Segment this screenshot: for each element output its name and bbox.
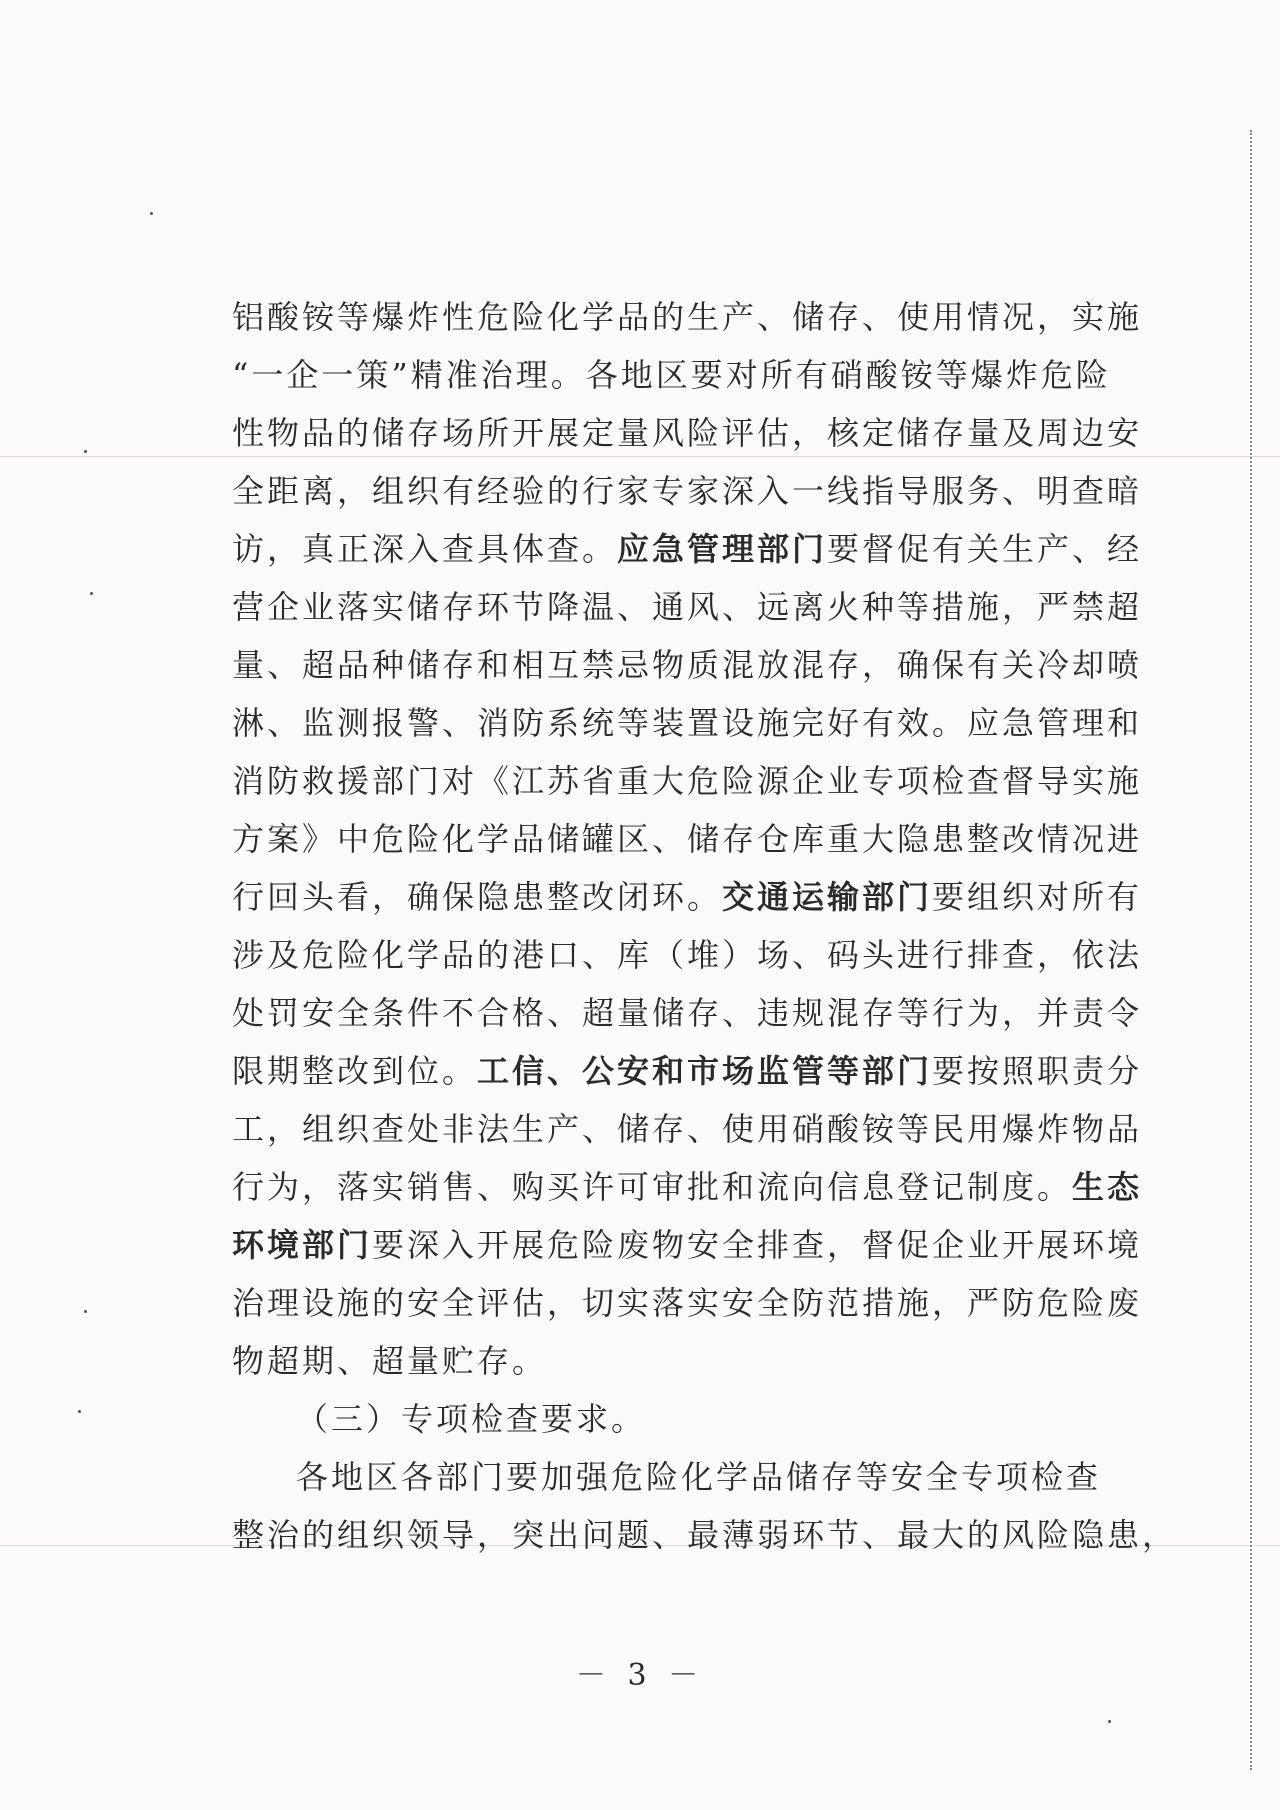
section-heading (232, 1390, 1064, 1448)
text-line (232, 1158, 1143, 1216)
text-run: 要按照职责分 (932, 1052, 1143, 1090)
text-line: 各地区各部门要加强危险化学品储存等安全专项检查 (296, 1458, 1102, 1496)
text-line (232, 520, 1143, 578)
text-line: 治理设施的安全评估，切实落实安全防范措施，严防危险废 (232, 1284, 1143, 1322)
scan-speck (1108, 1720, 1111, 1723)
text-line: 铝酸铵等爆炸性危险化学品的生产、储存、使用情况，实施 (232, 298, 1143, 336)
bold-department: 应急管理部门 (617, 530, 828, 568)
text-line: 物超期、超量贮存。 (232, 1342, 548, 1380)
text-line: 全距离，组织有经验的行家专家深入一线指导服务、明查暗 (232, 472, 1143, 510)
text-line: 营企业落实储存环节降温、通风、远离火种等措施，严禁超 (232, 588, 1143, 626)
text-line: 处罚安全条件不合格、超量储存、违规混存等行为，并责令 (232, 994, 1143, 1032)
paragraph (232, 288, 1143, 1390)
scan-speck (84, 1310, 87, 1313)
scan-speck (150, 212, 153, 215)
text-line: 涉及危险化学品的港口、库（堆）场、码头进行排查，依法 (232, 936, 1143, 974)
scan-speck (90, 592, 93, 595)
text-run: 要深入开展危险废物安全排查，督促企业开展环境 (372, 1226, 1143, 1264)
text-run: 要督促有关生产、经 (827, 530, 1143, 568)
bold-department: 生态 (1072, 1168, 1143, 1206)
text-line (232, 1216, 1143, 1274)
scan-speck (78, 1410, 81, 1413)
text-line: 淋、监测报警、消防系统等装置设施完好有效。应急管理和 (232, 704, 1143, 742)
text-line (232, 1042, 1143, 1100)
bold-department: 工信、公安和市场监管等部门 (477, 1052, 933, 1090)
bold-department: 交通运输部门 (722, 878, 933, 916)
text-line: 工，组织查处非法生产、储存、使用硝酸铵等民用爆炸物品 (232, 1110, 1143, 1148)
text-line: “一企一策”精准治理。各地区要对所有硝酸铵等爆炸危险 (232, 356, 1111, 394)
text-run: 限期整改到位。 (232, 1052, 478, 1090)
text-line: 消防救援部门对《江苏省重大危险源企业专项检查督导实施 (232, 762, 1143, 800)
text-line: 整治的组织领导，突出问题、最薄弱环节、最大的风险隐患， (232, 1516, 1178, 1554)
scan-edge-line (1250, 130, 1252, 1770)
text-line: 量、超品种储存和相互禁忌物质混放混存，确保有关冷却喷 (232, 646, 1143, 684)
scan-speck (84, 450, 87, 453)
text-run: 要组织对所有 (932, 878, 1143, 916)
text-line: 性物品的储存场所开展定量风险评估，核定储存量及周边安 (232, 414, 1143, 452)
text-run: 行回头看，确保隐患整改闭环。 (232, 878, 723, 916)
document-body (232, 288, 1178, 1564)
bold-department: 环境部门 (232, 1226, 373, 1264)
paragraph (232, 1448, 1178, 1564)
text-line (232, 868, 1143, 926)
text-run: 行为，落实销售、购买许可审批和流向信息登记制度。 (232, 1168, 1073, 1206)
page-number: － 3 － (575, 1658, 705, 1693)
text-run: 访，真正深入查具体查。 (232, 530, 618, 568)
text-line: 方案》中危险化学品储罐区、储存仓库重大隐患整改情况进 (232, 820, 1143, 858)
text-line: （三）专项检查要求。 (296, 1400, 647, 1438)
